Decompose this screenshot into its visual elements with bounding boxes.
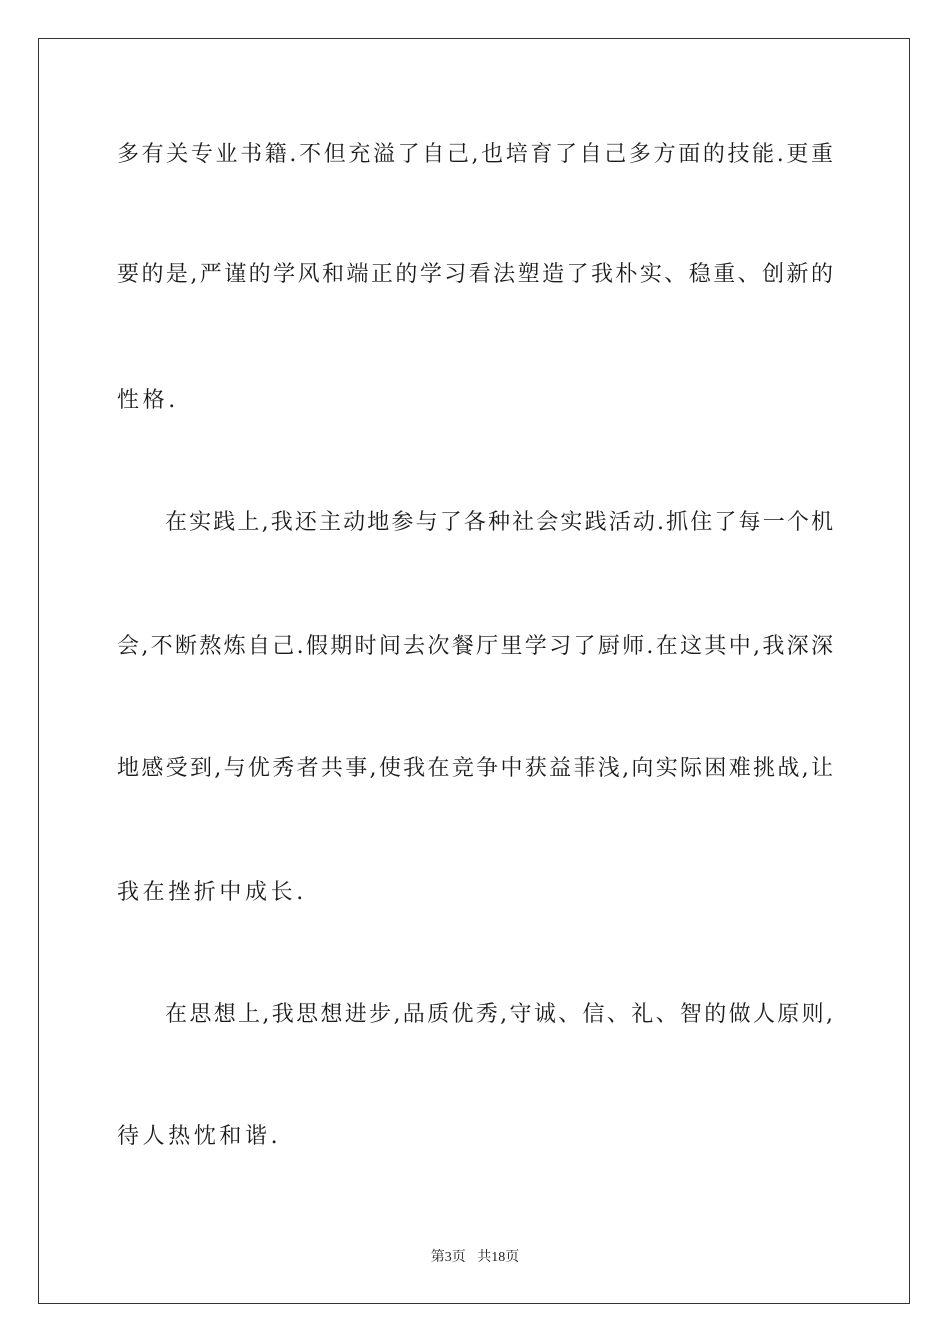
text-line-5: 会,不断熬炼自己.假期时间去次餐厅里学习了厨师.在这其中,我深深 <box>117 634 833 659</box>
text-line-1: 多有关专业书籍.不但充溢了自己,也培育了自己多方面的技能.更重 <box>117 142 833 167</box>
text-line-2: 要的是,严谨的学风和端正的学习看法塑造了我朴实、稳重、创新的 <box>117 262 833 287</box>
page-footer <box>0 1246 950 1266</box>
page-number: 第3页 <box>430 1250 466 1265</box>
text-line-8: 在思想上,我思想进步,品质优秀,守诚、信、礼、智的做人原则, <box>165 1002 833 1027</box>
text-line-3: 性格. <box>117 388 179 413</box>
text-line-4: 在实践上,我还主动地参与了各种社会实践活动.抓住了每一个机 <box>165 510 833 535</box>
text-line-9: 待人热忱和谐. <box>117 1124 282 1149</box>
page-total: 共18页 <box>477 1250 520 1265</box>
page-border <box>38 38 910 1304</box>
text-line-6: 地感受到,与优秀者共事,使我在竞争中获益菲浅,向实际困难挑战,让 <box>117 756 833 781</box>
text-line-7: 我在挫折中成长. <box>117 880 307 905</box>
